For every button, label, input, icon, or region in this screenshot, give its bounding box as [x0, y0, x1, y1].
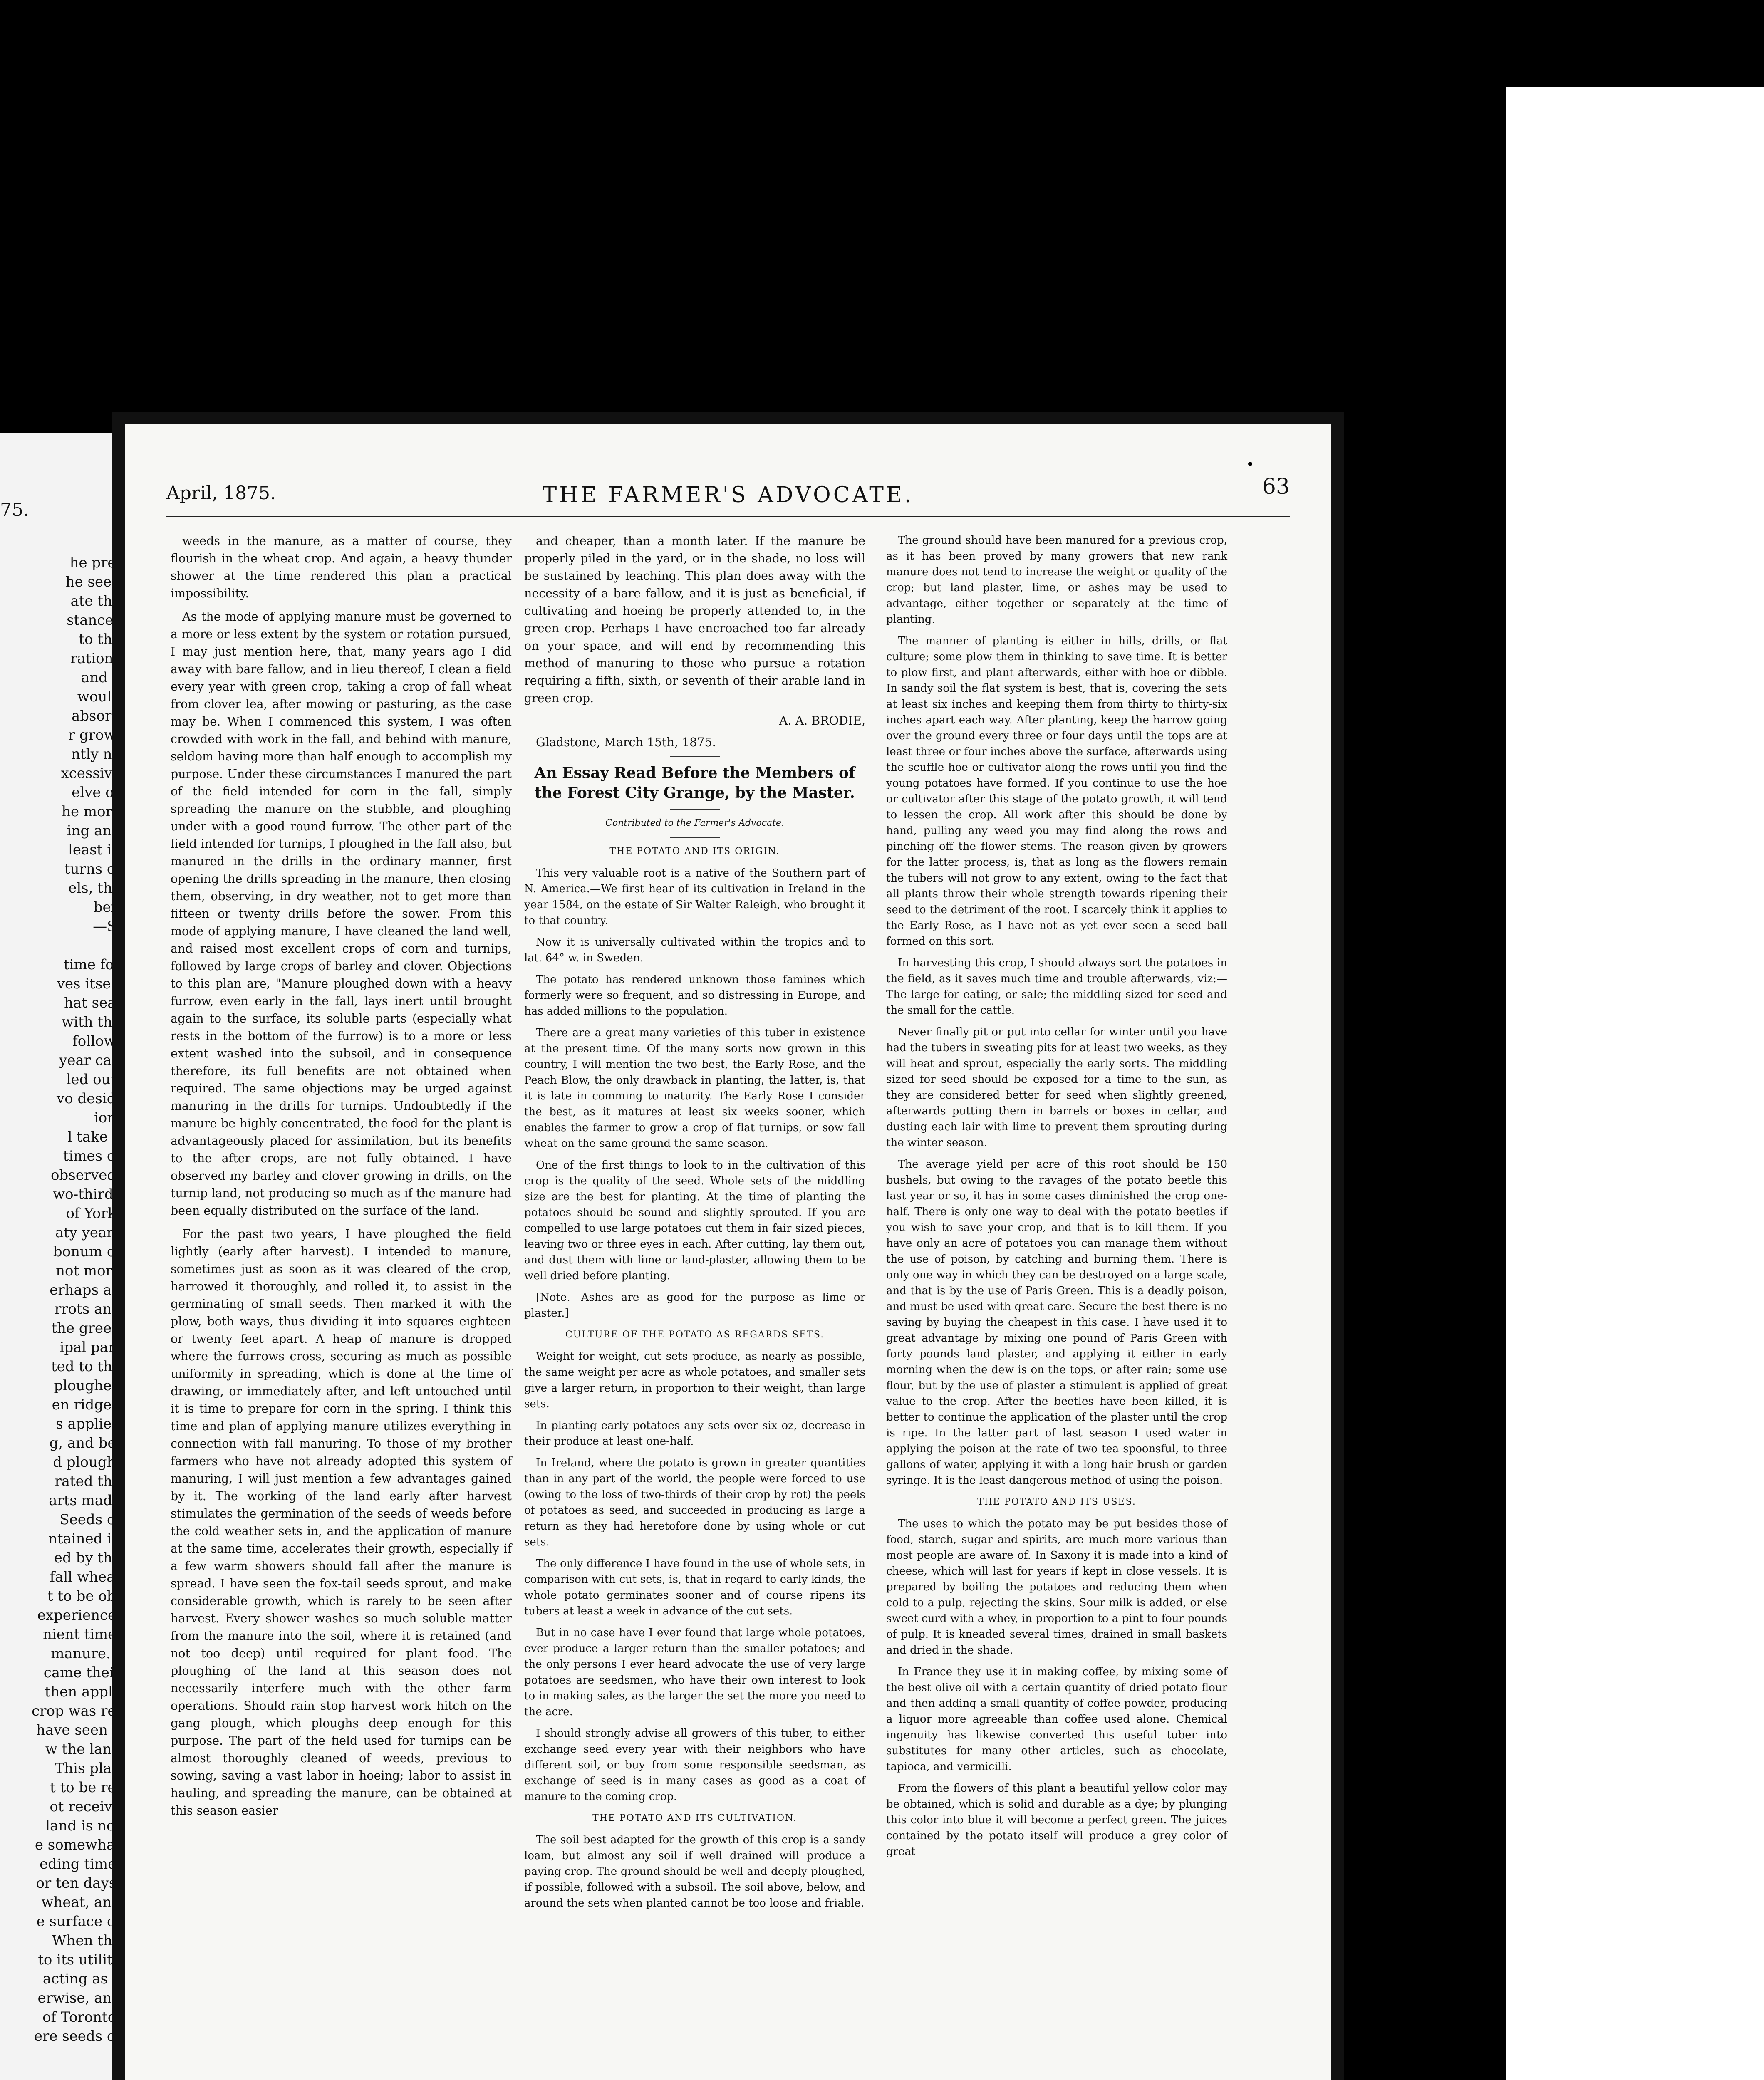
left-fragment-line: bonum of [53, 1243, 121, 1260]
left-fragment-line: r grow- [68, 727, 121, 743]
paragraph: In Ireland, where the potato is grown in greater quantities than in any part of the world, the people were forced to use (owing to the loss of two-thirds of their crop by rot) the peels of potatoes as seed, and succeeded in producing as large a return as they had heretofore done by using whole or cut sets. [524, 1457, 865, 1548]
paragraph: In planting early potatoes any sets over six oz, decrease in their produce at least one-half. [524, 1419, 865, 1448]
paragraph: From the flowers of this plant a beautiful yellow color may be obtained, which is solid and durable as a dye; by plunging this color into blue it will become a perfect green. The juices contained by the potato itself will produce a grey color of great [886, 1782, 1227, 1858]
left-fragment-line: ed by the [54, 1550, 121, 1566]
paragraph: One of the first things to look to in the cultivation of this crop is the quality of the seed. Whole sets of the middling size are the best for planting. At the time of planting the potatoes should be sound and slightly sprouted. If you are compelled to use large potatoes cut them in fair sized pieces, leaving two or three eyes in each. After cutting, lay them out, and dust them with lime or land-plaster, allowing them to be well dried before planting. [524, 1159, 865, 1282]
section-subhead: THE POTATO AND ITS ORIGIN. [609, 846, 780, 857]
left-fragment-line: ate the [70, 593, 121, 609]
left-fragment-line: e somewhat [35, 1837, 121, 1853]
left-fragment-line: rrots and [55, 1301, 121, 1317]
left-fragment-line: acting as a [42, 1971, 121, 1987]
left-fragment-line: turns of [64, 861, 121, 877]
left-fragment-line: the green [51, 1320, 121, 1337]
left-facing-page [0, 433, 125, 2080]
left-fragment-line: manure. I [51, 1645, 121, 1662]
left-fragment-line: hat sea- [64, 995, 121, 1011]
left-fragment-line: ipal part [59, 1339, 121, 1356]
paragraph: The soil best adapted for the growth of this crop is a sandy loam, but almost any soil if well drained will produce a paying crop. The ground should be well and deeply ploughed, if possible, followed with a subsoil. The soil above, below, and around the sets when planted cannot be too loose and friable. [524, 1834, 865, 1909]
column-2 [524, 532, 865, 1917]
divider [670, 809, 720, 810]
left-fragment-line: en ridged [52, 1397, 121, 1413]
left-fragment-line: wo-thirds [53, 1186, 121, 1203]
paragraph: The only difference I have found in the use of whole sets, in comparison with cut sets, is, that in regard to early kinds, the whole potato germinates sooner and of course ripens its tubers at least a week in advance of the cut sets. [524, 1558, 865, 1617]
left-fragment-line: crop was re- [32, 1703, 121, 1719]
left-fragment-line: fall wheat [50, 1569, 121, 1585]
paragraph: [Note.—Ashes are as good for the purpose as lime or plaster.] [524, 1291, 865, 1320]
left-fragment-line: and a [81, 669, 121, 686]
paragraph: Never finally pit or put into cellar for winter until you have had the tubers in sweating pits for at least two weeks, as they will heat and sprout, especially the early sorts. The middling sized for seed should be exposed for a time to the sun, as they are considered better for seed when slightly greened, afterwards putting them in barrels or boxes in cellar, and dusting each lair with lime to prevent them sprouting during the winter season. [886, 1026, 1227, 1149]
paragraph: Now it is universally cultivated within the tropics and to lat. 64° w. in Sweden. [524, 936, 865, 964]
left-fragment-line: erwise, and [37, 1990, 121, 2006]
left-fragment-line [0, 936, 121, 955]
paragraph: I should strongly advise all growers of this tuber, to either exchange seed every year with their neighbors who have different soil, or buy from some responsible seedsman, as exchange of seed is in many cases as good as a coat of manure to the coming crop. [524, 1727, 865, 1803]
left-fragment-line: he seed [65, 574, 121, 590]
paragraph: As the mode of applying manure must be governed to a more or less extent by the system or rotation pursued, I may just mention here, that, many years ago I did away with bare fallow, and in lieu thereof, I clean a field every year with green crop, taking a crop of fall wheat from clover lea, after mowing or pasturing, as the case may be. When I commenced this system, I was often crowded with work in the fall, and behind with manure, seldom having more than half enough to accomplish my purpose. Under these circumstances I manured the part of the field intended for corn in the fall, simply spreading the manure on the stubble, and ploughing under with a good round furrow. The other part of the field intended for turnips, I ploughed in the fall also, but manured in the drills in the ordinary manner, first opening the drills spreading in the manure, then closing them, observing, in dry weather, not to get more than fifteen or twenty drills before the sower. From this mode of applying manure, I have cleaned the land well, and raised most excellent crops of corn and turnips, followed by large crops of barley and clover. Objections to this plan are, "Manure ploughed down with a heavy furrow, even early in the fall, lays inert until brought again to the surface, its soluble parts (especially what rests in the bottom of the furrow) is to a more or less extent washed into the subsoil, and in consequence therefore, its full benefits are not obtained when required. The same objections may be urged against manuring in the drills for turnips. Undoubtedly if the manure be highly concentrated, the food for the plant is advantageously placed for assimilation, but its benefits to the after crops, are not fully obtained. I have observed my barley and clover growing in drills, on the turnip land, not producing so much as if the manure had been equally distributed on the surface of the land. [171, 610, 512, 1218]
left-fragment-line: erhaps an [50, 1282, 121, 1298]
paragraph: For the past two years, I have ploughed the field lightly (early after harvest). I intended to manure, sometimes just as soon as it was cleared of the crop, harrowed it thoroughly, and rolled it, to assist in the germinating of small seeds. Then marked it with the plow, both ways, thus dividing it into squares eighteen or twenty feet apart. A heap of manure is dropped where the furrows cross, securing as much as possible uniformity in spreading, which is done at the time of drawing, or immediately after, and left untouched until it is time to prepare for corn in the spring. I think this time and plan of applying manure utilizes everything in connection with fall manuring. To those of my brother farmers who have not already adopted this system of manuring, I will just mention a few advantages gained by it. The working of the land early after harvest stimulates the germination of the seeds of weeds before the cold weather sets in, and the application of manure at the same time, accelerates their growth, especially if a few warm showers should fall after the manure is spread. I have seen the fox-tail seeds sprout, and make considerable growth, which is rarely to be seen after harvest. Every shower washes so much soluble matter from the manure into the soil, where it is retained (and not too deep) until required for plant food. The ploughing of the land at this season does not necessarily interfere much with the other farm operations. Should rain stop harvest work hitch on the gang plough, which ploughs deep enough for this purpose. The part of the field used for turnips can be almost thoroughly cleaned of weeds, previous to sowing, saving a vast labor in hoeing; labor to assist in hauling, and spreading the manure, can be obtained at this season easier [171, 1227, 512, 1818]
left-fragment-line: ted to the [51, 1358, 121, 1375]
left-fragment-line: with the [61, 1014, 121, 1030]
section-subhead: CULTURE OF THE POTATO AS REGARDS SETS. [565, 1330, 825, 1340]
left-fragment-line: s applied [56, 1416, 121, 1432]
left-fragment-line: eding time, [40, 1856, 121, 1872]
left-fragment-line: to the [79, 631, 121, 648]
column-1 [171, 532, 512, 1825]
section-subhead: THE POTATO AND ITS CULTIVATION. [592, 1813, 797, 1823]
left-fragment-line: d plough- [53, 1454, 121, 1471]
left-fragment-line: ing and [67, 822, 121, 839]
left-fragment-line: ion. [94, 1109, 121, 1126]
left-fragment-line: times of [63, 1148, 121, 1164]
divider [670, 837, 720, 838]
left-fragment-line: ves itself [57, 976, 121, 992]
left-fragment-line: land is not [45, 1818, 121, 1834]
left-fragment-line: absorb [72, 708, 121, 724]
left-fragment-line: then apply [45, 1684, 121, 1700]
left-fragment-line: he more [62, 803, 121, 820]
left-fragment-line: l take a [67, 1129, 121, 1145]
page-number: 63 [1262, 474, 1290, 499]
left-page-fragments [0, 553, 121, 2046]
left-fragment-line: time for [63, 956, 121, 973]
paragraph: The potato has rendered unknown those famines which formerly were so frequent, and so distressing in Europe, and has added millions to the population. [524, 973, 865, 1018]
left-fragment-line: nient time, [43, 1626, 121, 1643]
left-fragment-line: rated the [55, 1473, 121, 1490]
paragraph: The uses to which the potato may be put besides those of food, starch, sugar and spirits, are much more various than most people are aware of. In Saxony it is made into a kind of cheese, which will last for years if kept in close vessels. It is prepared by boiling the potatoes and reducing them when cold to a pulp, rejecting the skins. Sour milk is added, or else sweet curd with a whey, in proportion to a pint to four pounds of pulp. It is kneaded several times, drained in small baskets and dried in the shade. [886, 1518, 1227, 1657]
left-fragment-line: ber. [93, 899, 121, 916]
left-running-head: 75. [0, 499, 29, 520]
left-fragment-line: g, and be- [49, 1435, 121, 1451]
paragraph: weeds in the manure, as a matter of course, they flourish in the wheat crop. And again, a heavy thunder shower at the time rendered this plan a practical impossibility. [171, 534, 512, 600]
section-subhead: THE POTATO AND ITS USES. [977, 1497, 1136, 1507]
paragraph: The ground should have been manured for a previous crop, as it has been proved by many growers that new rank manure does not tend to increase the weight or quality of the crop; but land plaster, lime, or ashes may be used to advantage, either together or separately at the time of planting. [886, 534, 1227, 626]
left-fragment-line: to its utility [38, 1951, 121, 1968]
left-fragment-line: not more [56, 1263, 121, 1279]
left-fragment-line: ot receive [50, 1798, 121, 1815]
left-fragment-line: experience, [37, 1607, 121, 1624]
paragraph: Weight for weight, cut sets produce, as nearly as possible, the same weight per acre as whole potatoes, and smaller sets give a larger return, in proportion to their weight, than large sets. [524, 1350, 865, 1410]
issue-date: April, 1875. [166, 483, 276, 504]
left-fragment-line: ntained in [48, 1530, 121, 1547]
author-signature: A. A. BRODIE, [779, 714, 865, 728]
left-fragment-line: came their [43, 1664, 121, 1681]
left-fragment-line: arts made [49, 1492, 121, 1509]
left-fragment-line: —S. [93, 918, 121, 935]
left-fragment-line: or ten days. [36, 1875, 121, 1892]
column-3 [886, 532, 1227, 1865]
masthead-title: THE FARMER'S ADVOCATE. [542, 483, 914, 508]
left-fragment-line: observed, [51, 1167, 121, 1184]
left-fragment-line: ploughed [54, 1377, 121, 1394]
left-fragment-line: When the [52, 1932, 121, 1949]
left-fragment-line: least in [68, 842, 121, 858]
left-fragment-line: follow- [72, 1033, 121, 1050]
page-margin [1506, 87, 1764, 2080]
paragraph: There are a great many varieties of this tuber in existence at the present time. Of the many sorts now grown in this country, I will mention the two best, the Early Rose, and the Peach Blow, the only drawback in planting, the latter, is, that it is late in comming to maturity. The Early Rose I consider the best, as it matures at least six weeks sooner, which enables the farmer to grow a crop of flat turnips, or sow fall wheat on the same ground the same season. [524, 1027, 865, 1150]
left-fragment-line: els, the [68, 880, 121, 896]
left-fragment-line: wheat, and [41, 1894, 121, 1911]
left-fragment-line: e surface of [36, 1913, 121, 1930]
left-fragment-line: of York. [66, 1205, 121, 1222]
left-fragment-line: led out, [66, 1071, 121, 1088]
divider [670, 756, 720, 757]
left-fragment-line: of Toronto, [42, 2009, 121, 2026]
left-fragment-line: xcessive [61, 765, 121, 782]
paragraph: But in no case have I ever found that large whole potatoes, ever produce a larger return than the smaller potatoes; and the only persons I ever heard advocate the use of very large potatoes are seedsmen, who have their own interest to look to in making sales, as the larger the set the more you need to the acre. [524, 1627, 865, 1718]
left-fragment-line: aty years [55, 1224, 121, 1241]
left-fragment-line: year can [59, 1052, 121, 1069]
article-headline: An Essay Read Before the Members of the Forest City Grange, by the Master. [534, 764, 855, 802]
paragraph: This very valuable root is a native of the Southern part of N. America.—We first hear of its cultivation in Ireland in the year 1584, on the estate of Sir Walter Raleigh, who brought it to that country. [524, 867, 865, 927]
left-fragment-line: vo desid- [57, 1090, 121, 1107]
paragraph: The average yield per acre of this root should be 150 bushels, but owing to the ravages of the potato beetle this last year or so, it has in some cases diminished the crop one-half. There is only one way to deal with the potato beetles if you wish to save your crop, and that is to kill them. If you have only an acre of potatoes you can manage them without the use of poison, by catching and burning them. There is only one way in which they can be destroyed on a large scale, and that is by the use of Paris Green. This is a deadly poison, and must be used with great care. Secure the best there is no saving by buying the cheapest in this case. I have used it to great advantage by mixing one pound of Paris Green with forty pounds land plaster, and applying it either in early morning when the dew is on the tops, or after rain; some use flour, but by the use of plaster a stimulent is applied of great value to the crop. After the beetles have been killed, it is better to continue the application of the plaster until the crop is ripe. In the latter part of last season I used water in applying the poison at the rate of two tea spoonsful, to three gallons of water, applying it with a long hair brush or garden syringe. It is the least dangerous method of using the poison. [886, 1158, 1227, 1487]
left-fragment-line: Seeds of [59, 1511, 121, 1528]
left-fragment-line: would [77, 688, 121, 705]
left-fragment-line: t to be ob- [47, 1588, 121, 1605]
paragraph: In France they use it in making coffee, by mixing some of the best olive oil with a certain quantity of dried potato flour and then adding a small quantity of coffee powder, producing a liquor more agreeable than coffee used alone. Chemical ingenuity has likewise converted this useful tuber into substitutes for many other articles, such as chocolate, tapioca, and vermicilli. [886, 1666, 1227, 1773]
paragraph: In harvesting this crop, I should always sort the potatoes in the field, as it saves much time and trouble afterwards, viz:—The large for eating, or sale; the middling sized for seed and the small for the cattle. [886, 957, 1227, 1017]
newspaper-page [125, 424, 1331, 2080]
left-fragment-line: he pre- [69, 555, 121, 571]
left-fragment-line: w the land [45, 1741, 121, 1758]
left-fragment-line: ntly no [71, 746, 121, 763]
left-fragment-line: elve or [72, 784, 121, 801]
left-fragment-line: t to be re- [50, 1779, 121, 1796]
left-fragment-line: have seen a [36, 1722, 121, 1738]
dateline: Gladstone, March 15th, 1875. [536, 735, 716, 749]
left-fragment-line: stances [67, 612, 121, 629]
paragraph: The manner of planting is either in hills, drills, or flat culture; some plow them in thinking to save time. It is better to plow first, and plant afterwards, either with hoe or dibble. In sandy soil the flat system is best, that is, covering the sets at least six inches and keeping them from thirty to thirty-six inches apart each way. After planting, keep the harrow going over the ground every three or four days until the tops are at least three or four inches above the surface, afterwards using the scuffle hoe or cultivator along the rows until you find the young potatoes have formed. If you continue to use the hoe or cultivator after this stage of the potato growth, it will tend to lessen the crop. All work after this should be done by hand, pulling any weed you may find along the rows and pinching off the flower stems. The reason given by growers for the latter process, is, that as long as the flowers remain the tubers will not grow to any extent, owing to the fact that all plants throw their whole strength towards ripening their seed to the detriment of the root. I scarcely think it applies to the Early Rose, as I have not as yet ever seen a seed ball formed on this sort. [886, 635, 1227, 948]
ink-speck [1248, 462, 1252, 466]
contributor-note: Contributed to the Farmer's Advocate. [605, 818, 784, 828]
left-fragment-line: rations [70, 650, 121, 667]
left-fragment-line: ere seeds of [34, 2028, 121, 2045]
paragraph: and cheaper, than a month later. If the manure be properly piled in the yard, or in the shade, no loss will be sustained by leaching. This plan does away with the necessity of a bare fallow, and it is just as beneficial, if cultivating and hoeing be properly attended to, in the green crop. Perhaps I have encroached too far already on your space, and will end by recommending this method of manuring to those who pursue a rotation requiring a fifth, sixth, or seventh of their arable land in green crop. [524, 534, 865, 705]
page-header [166, 474, 1290, 517]
left-fragment-line: This plan [55, 1760, 121, 1777]
